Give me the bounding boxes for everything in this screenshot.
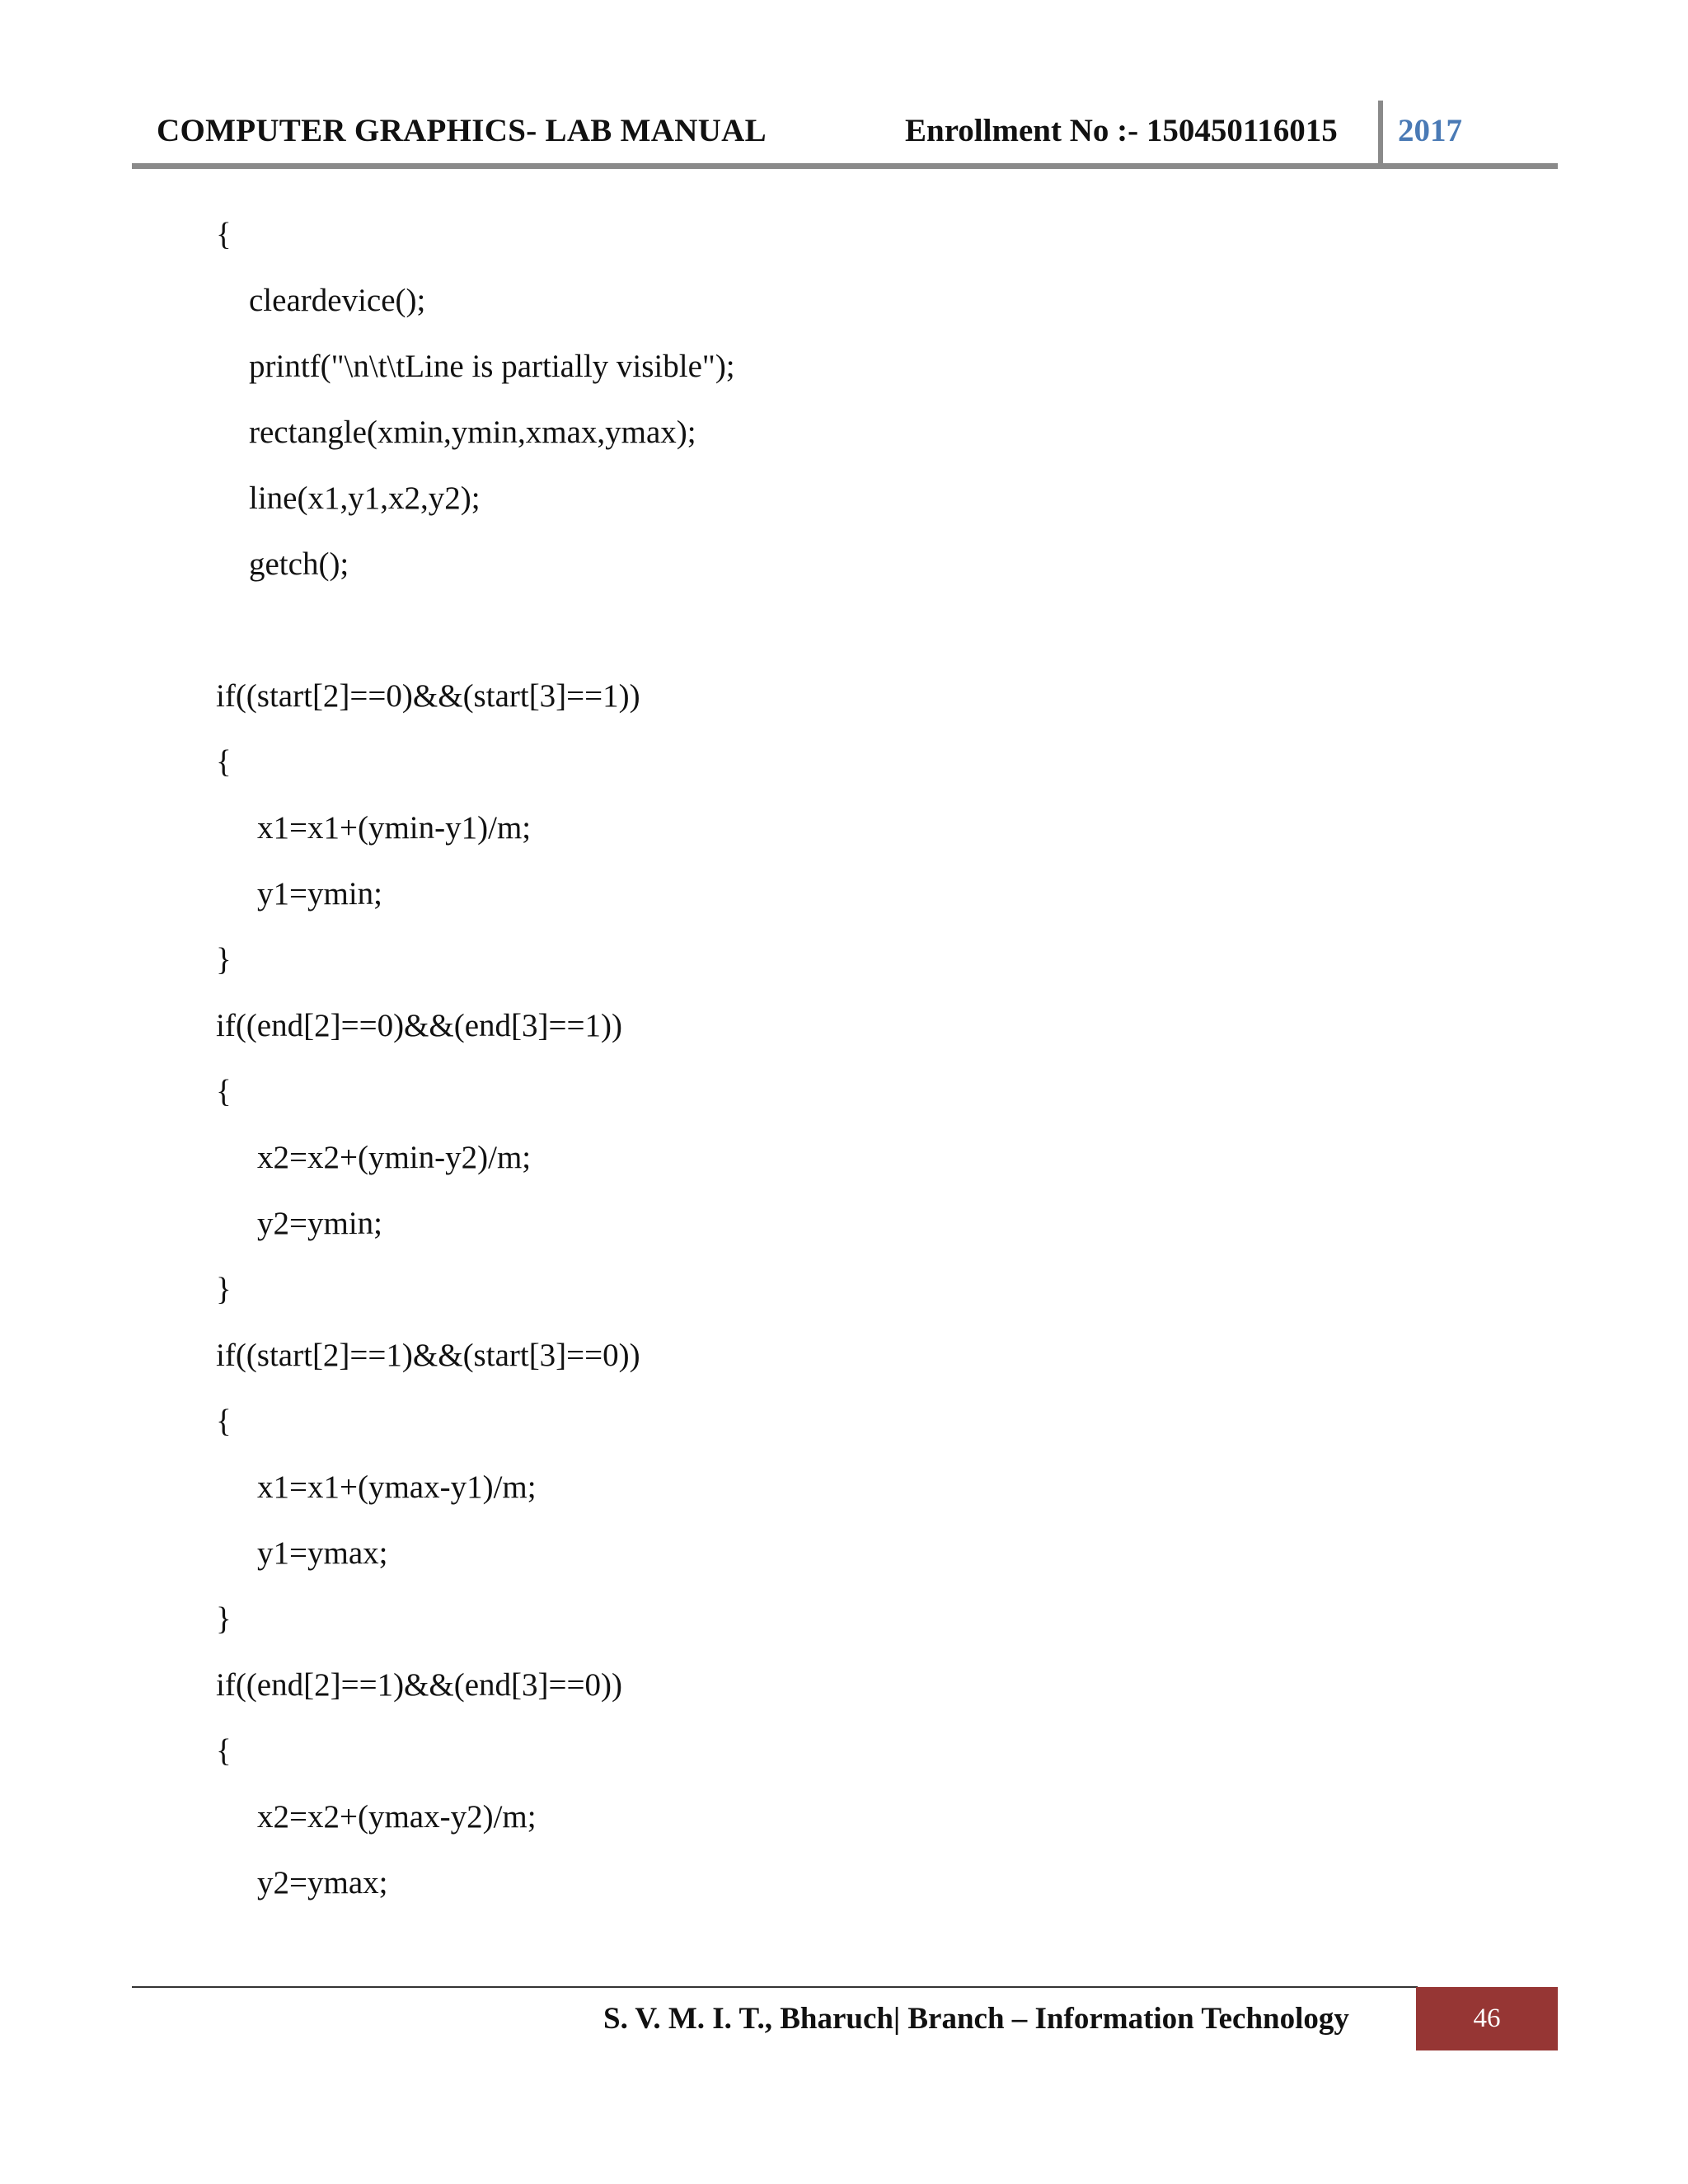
header-title: COMPUTER GRAPHICS- LAB MANUAL [157, 113, 767, 148]
code-line: x1=x1+(ymin-y1)/m; [257, 810, 532, 846]
code-line: x2=x2+(ymin-y2)/m; [257, 1140, 532, 1175]
code-line: x1=x1+(ymax-y1)/m; [257, 1469, 537, 1505]
code-line: line(x1,y1,x2,y2); [249, 480, 481, 516]
page-number: 46 [1473, 2004, 1501, 2033]
code-line: y1=ymax; [257, 1535, 388, 1571]
code-line: x2=x2+(ymax-y2)/m; [257, 1799, 537, 1835]
code-line: { [216, 1733, 232, 1769]
header-year: 2017 [1398, 113, 1462, 148]
code-line: rectangle(xmin,ymin,xmax,ymax); [249, 415, 696, 450]
code-line: } [216, 1272, 232, 1307]
code-line: } [216, 1601, 232, 1637]
code-line: printf("\n\t\tLine is partially visible"); [249, 349, 735, 384]
header-enrollment: Enrollment No :- 150450116015 [905, 113, 1338, 148]
code-line: y2=ymax; [257, 1865, 388, 1900]
footer-rule [132, 1986, 1418, 1988]
code-line: if((start[2]==1)&&(start[3]==0)) [216, 1338, 640, 1373]
code-line: y1=ymin; [257, 876, 383, 912]
code-line: y2=ymin; [257, 1206, 383, 1241]
header-rule [132, 163, 1558, 169]
page-number-box [1416, 1987, 1558, 2050]
code-line: { [216, 217, 232, 252]
code-line: { [216, 744, 232, 780]
code-line: { [216, 1404, 232, 1439]
page-header [132, 0, 1558, 173]
code-line: cleardevice(); [249, 283, 426, 318]
code-line: if((end[2]==1)&&(end[3]==0)) [216, 1667, 622, 1703]
code-line: if((end[2]==0)&&(end[3]==1)) [216, 1008, 622, 1043]
code-line: getch(); [249, 546, 349, 582]
code-line: } [216, 942, 232, 977]
footer-institution: S. V. M. I. T., Bharuch| Branch – Information Technology [603, 2002, 1349, 2036]
code-line: { [216, 1074, 232, 1109]
header-separator [1378, 101, 1383, 166]
code-line: if((start[2]==0)&&(start[3]==1)) [216, 678, 640, 714]
